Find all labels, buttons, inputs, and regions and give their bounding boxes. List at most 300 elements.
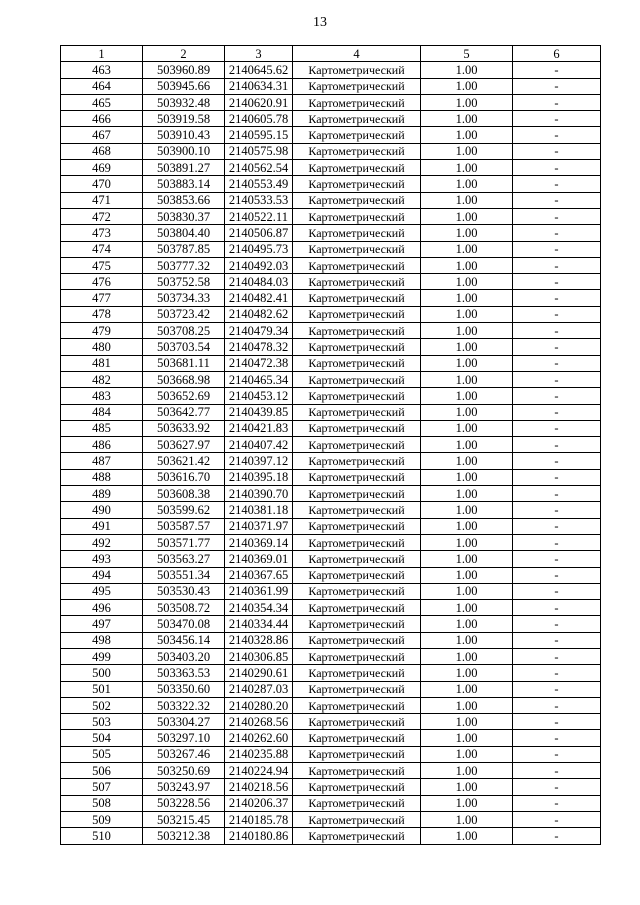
point-number-cell: 466 <box>61 111 143 127</box>
description-cell: - <box>513 192 601 208</box>
point-number-cell: 493 <box>61 551 143 567</box>
precision-cell: 1.00 <box>421 306 513 322</box>
point-number-cell: 476 <box>61 274 143 290</box>
y-coordinate-cell: 2140371.97 <box>225 518 293 534</box>
point-number-cell: 499 <box>61 648 143 664</box>
column-header-6: 6 <box>513 46 601 62</box>
y-coordinate-cell: 2140421.83 <box>225 420 293 436</box>
method-cell: Картометрический <box>293 420 421 436</box>
description-cell: - <box>513 518 601 534</box>
point-number-cell: 470 <box>61 176 143 192</box>
precision-cell: 1.00 <box>421 355 513 371</box>
description-cell: - <box>513 828 601 844</box>
method-cell: Картометрический <box>293 323 421 339</box>
table-row <box>61 192 601 208</box>
y-coordinate-cell: 2140381.18 <box>225 502 293 518</box>
description-cell: - <box>513 225 601 241</box>
column-header-2: 2 <box>143 46 225 62</box>
method-cell: Картометрический <box>293 388 421 404</box>
point-number-cell: 492 <box>61 534 143 550</box>
precision-cell: 1.00 <box>421 371 513 387</box>
y-coordinate-cell: 2140354.34 <box>225 600 293 616</box>
point-number-cell: 483 <box>61 388 143 404</box>
y-coordinate-cell: 2140645.62 <box>225 62 293 78</box>
y-coordinate-cell: 2140369.01 <box>225 551 293 567</box>
table-row <box>61 486 601 502</box>
column-header-1: 1 <box>61 46 143 62</box>
y-coordinate-cell: 2140472.38 <box>225 355 293 371</box>
y-coordinate-cell: 2140495.73 <box>225 241 293 257</box>
precision-cell: 1.00 <box>421 241 513 257</box>
precision-cell: 1.00 <box>421 208 513 224</box>
table-row <box>61 632 601 648</box>
column-header-5: 5 <box>421 46 513 62</box>
y-coordinate-cell: 2140453.12 <box>225 388 293 404</box>
precision-cell: 1.00 <box>421 404 513 420</box>
description-cell: - <box>513 94 601 110</box>
precision-cell: 1.00 <box>421 811 513 827</box>
precision-cell: 1.00 <box>421 257 513 273</box>
point-number-cell: 508 <box>61 795 143 811</box>
point-number-cell: 465 <box>61 94 143 110</box>
description-cell: - <box>513 388 601 404</box>
point-number-cell: 488 <box>61 469 143 485</box>
column-header-4: 4 <box>293 46 421 62</box>
x-coordinate-cell: 503599.62 <box>143 502 225 518</box>
description-cell: - <box>513 583 601 599</box>
table-row <box>61 518 601 534</box>
y-coordinate-cell: 2140533.53 <box>225 192 293 208</box>
method-cell: Картометрический <box>293 779 421 795</box>
precision-cell: 1.00 <box>421 730 513 746</box>
precision-cell: 1.00 <box>421 143 513 159</box>
description-cell: - <box>513 160 601 176</box>
y-coordinate-cell: 2140185.78 <box>225 811 293 827</box>
description-cell: - <box>513 323 601 339</box>
description-cell: - <box>513 274 601 290</box>
y-coordinate-cell: 2140605.78 <box>225 111 293 127</box>
x-coordinate-cell: 503752.58 <box>143 274 225 290</box>
page-number: 13 <box>313 15 327 30</box>
point-number-cell: 468 <box>61 143 143 159</box>
table-row <box>61 665 601 681</box>
point-number-cell: 467 <box>61 127 143 143</box>
method-cell: Картометрический <box>293 143 421 159</box>
description-cell: - <box>513 404 601 420</box>
description-cell: - <box>513 453 601 469</box>
y-coordinate-cell: 2140397.12 <box>225 453 293 469</box>
point-number-cell: 479 <box>61 323 143 339</box>
y-coordinate-cell: 2140206.37 <box>225 795 293 811</box>
table-row <box>61 290 601 306</box>
table-row <box>61 730 601 746</box>
method-cell: Картометрический <box>293 404 421 420</box>
y-coordinate-cell: 2140492.03 <box>225 257 293 273</box>
point-number-cell: 505 <box>61 746 143 762</box>
method-cell: Картометрический <box>293 697 421 713</box>
description-cell: - <box>513 486 601 502</box>
x-coordinate-cell: 503587.57 <box>143 518 225 534</box>
column-header-3: 3 <box>225 46 293 62</box>
precision-cell: 1.00 <box>421 469 513 485</box>
method-cell: Картометрический <box>293 78 421 94</box>
x-coordinate-cell: 503212.38 <box>143 828 225 844</box>
table-row <box>61 648 601 664</box>
x-coordinate-cell: 503571.77 <box>143 534 225 550</box>
method-cell: Картометрический <box>293 486 421 502</box>
method-cell: Картометрический <box>293 339 421 355</box>
x-coordinate-cell: 503652.69 <box>143 388 225 404</box>
method-cell: Картометрический <box>293 828 421 844</box>
point-number-cell: 484 <box>61 404 143 420</box>
method-cell: Картометрический <box>293 811 421 827</box>
precision-cell: 1.00 <box>421 127 513 143</box>
table-row <box>61 681 601 697</box>
x-coordinate-cell: 503723.42 <box>143 306 225 322</box>
y-coordinate-cell: 2140634.31 <box>225 78 293 94</box>
precision-cell: 1.00 <box>421 600 513 616</box>
precision-cell: 1.00 <box>421 437 513 453</box>
table-header <box>61 46 601 62</box>
description-cell: - <box>513 143 601 159</box>
y-coordinate-cell: 2140262.60 <box>225 730 293 746</box>
table-row <box>61 339 601 355</box>
precision-cell: 1.00 <box>421 779 513 795</box>
point-number-cell: 473 <box>61 225 143 241</box>
y-coordinate-cell: 2140268.56 <box>225 714 293 730</box>
precision-cell: 1.00 <box>421 648 513 664</box>
precision-cell: 1.00 <box>421 486 513 502</box>
x-coordinate-cell: 503804.40 <box>143 225 225 241</box>
table-row <box>61 746 601 762</box>
method-cell: Картометрический <box>293 437 421 453</box>
y-coordinate-cell: 2140479.34 <box>225 323 293 339</box>
method-cell: Картометрический <box>293 534 421 550</box>
method-cell: Картометрический <box>293 600 421 616</box>
method-cell: Картометрический <box>293 730 421 746</box>
description-cell: - <box>513 600 601 616</box>
method-cell: Картометрический <box>293 355 421 371</box>
x-coordinate-cell: 503853.66 <box>143 192 225 208</box>
precision-cell: 1.00 <box>421 697 513 713</box>
x-coordinate-cell: 503777.32 <box>143 257 225 273</box>
point-number-cell: 494 <box>61 567 143 583</box>
y-coordinate-cell: 2140465.34 <box>225 371 293 387</box>
x-coordinate-cell: 503530.43 <box>143 583 225 599</box>
method-cell: Картометрический <box>293 371 421 387</box>
precision-cell: 1.00 <box>421 388 513 404</box>
point-number-cell: 472 <box>61 208 143 224</box>
method-cell: Картометрический <box>293 763 421 779</box>
method-cell: Картометрический <box>293 681 421 697</box>
description-cell: - <box>513 697 601 713</box>
description-cell: - <box>513 730 601 746</box>
description-cell: - <box>513 648 601 664</box>
description-cell: - <box>513 257 601 273</box>
description-cell: - <box>513 127 601 143</box>
table-row <box>61 371 601 387</box>
y-coordinate-cell: 2140218.56 <box>225 779 293 795</box>
point-number-cell: 491 <box>61 518 143 534</box>
x-coordinate-cell: 503787.85 <box>143 241 225 257</box>
point-number-cell: 510 <box>61 828 143 844</box>
table-row <box>61 160 601 176</box>
point-number-cell: 507 <box>61 779 143 795</box>
method-cell: Картометрический <box>293 632 421 648</box>
method-cell: Картометрический <box>293 453 421 469</box>
x-coordinate-cell: 503228.56 <box>143 795 225 811</box>
y-coordinate-cell: 2140439.85 <box>225 404 293 420</box>
method-cell: Картометрический <box>293 241 421 257</box>
x-coordinate-cell: 503945.66 <box>143 78 225 94</box>
method-cell: Картометрический <box>293 257 421 273</box>
method-cell: Картометрический <box>293 160 421 176</box>
precision-cell: 1.00 <box>421 94 513 110</box>
description-cell: - <box>513 795 601 811</box>
point-number-cell: 506 <box>61 763 143 779</box>
method-cell: Картометрический <box>293 176 421 192</box>
x-coordinate-cell: 503681.11 <box>143 355 225 371</box>
precision-cell: 1.00 <box>421 290 513 306</box>
x-coordinate-cell: 503215.45 <box>143 811 225 827</box>
x-coordinate-cell: 503703.54 <box>143 339 225 355</box>
precision-cell: 1.00 <box>421 583 513 599</box>
description-cell: - <box>513 665 601 681</box>
precision-cell: 1.00 <box>421 534 513 550</box>
description-cell: - <box>513 420 601 436</box>
table-header-row <box>61 46 601 62</box>
method-cell: Картометрический <box>293 714 421 730</box>
description-cell: - <box>513 78 601 94</box>
point-number-cell: 496 <box>61 600 143 616</box>
x-coordinate-cell: 503919.58 <box>143 111 225 127</box>
x-coordinate-cell: 503910.43 <box>143 127 225 143</box>
precision-cell: 1.00 <box>421 453 513 469</box>
x-coordinate-cell: 503350.60 <box>143 681 225 697</box>
x-coordinate-cell: 503883.14 <box>143 176 225 192</box>
y-coordinate-cell: 2140334.44 <box>225 616 293 632</box>
x-coordinate-cell: 503960.89 <box>143 62 225 78</box>
point-number-cell: 495 <box>61 583 143 599</box>
table-row <box>61 241 601 257</box>
point-number-cell: 490 <box>61 502 143 518</box>
table-row <box>61 469 601 485</box>
method-cell: Картометрический <box>293 111 421 127</box>
point-number-cell: 469 <box>61 160 143 176</box>
precision-cell: 1.00 <box>421 323 513 339</box>
method-cell: Картометрический <box>293 469 421 485</box>
table-row <box>61 811 601 827</box>
y-coordinate-cell: 2140180.86 <box>225 828 293 844</box>
description-cell: - <box>513 616 601 632</box>
table-row <box>61 437 601 453</box>
description-cell: - <box>513 339 601 355</box>
x-coordinate-cell: 503616.70 <box>143 469 225 485</box>
table-row <box>61 420 601 436</box>
description-cell: - <box>513 306 601 322</box>
y-coordinate-cell: 2140484.03 <box>225 274 293 290</box>
y-coordinate-cell: 2140553.49 <box>225 176 293 192</box>
method-cell: Картометрический <box>293 616 421 632</box>
x-coordinate-cell: 503621.42 <box>143 453 225 469</box>
description-cell: - <box>513 469 601 485</box>
point-number-cell: 504 <box>61 730 143 746</box>
table-row <box>61 111 601 127</box>
description-cell: - <box>513 355 601 371</box>
y-coordinate-cell: 2140287.03 <box>225 681 293 697</box>
x-coordinate-cell: 503932.48 <box>143 94 225 110</box>
description-cell: - <box>513 779 601 795</box>
method-cell: Картометрический <box>293 583 421 599</box>
point-number-cell: 485 <box>61 420 143 436</box>
table-row <box>61 714 601 730</box>
method-cell: Картометрический <box>293 746 421 762</box>
description-cell: - <box>513 371 601 387</box>
point-number-cell: 487 <box>61 453 143 469</box>
table-row <box>61 567 601 583</box>
method-cell: Картометрический <box>293 274 421 290</box>
point-number-cell: 475 <box>61 257 143 273</box>
method-cell: Картометрический <box>293 127 421 143</box>
precision-cell: 1.00 <box>421 828 513 844</box>
precision-cell: 1.00 <box>421 176 513 192</box>
point-number-cell: 471 <box>61 192 143 208</box>
precision-cell: 1.00 <box>421 681 513 697</box>
precision-cell: 1.00 <box>421 795 513 811</box>
method-cell: Картометрический <box>293 551 421 567</box>
point-number-cell: 481 <box>61 355 143 371</box>
y-coordinate-cell: 2140224.94 <box>225 763 293 779</box>
y-coordinate-cell: 2140522.11 <box>225 208 293 224</box>
x-coordinate-cell: 503250.69 <box>143 763 225 779</box>
table-row <box>61 404 601 420</box>
description-cell: - <box>513 746 601 762</box>
method-cell: Картометрический <box>293 192 421 208</box>
precision-cell: 1.00 <box>421 502 513 518</box>
table-row <box>61 62 601 78</box>
table-row <box>61 583 601 599</box>
precision-cell: 1.00 <box>421 339 513 355</box>
y-coordinate-cell: 2140506.87 <box>225 225 293 241</box>
description-cell: - <box>513 502 601 518</box>
x-coordinate-cell: 503363.53 <box>143 665 225 681</box>
x-coordinate-cell: 503830.37 <box>143 208 225 224</box>
method-cell: Картометрический <box>293 795 421 811</box>
table-row <box>61 388 601 404</box>
precision-cell: 1.00 <box>421 714 513 730</box>
table-row <box>61 306 601 322</box>
precision-cell: 1.00 <box>421 551 513 567</box>
x-coordinate-cell: 503900.10 <box>143 143 225 159</box>
y-coordinate-cell: 2140328.86 <box>225 632 293 648</box>
description-cell: - <box>513 811 601 827</box>
method-cell: Картометрический <box>293 665 421 681</box>
method-cell: Картометрический <box>293 648 421 664</box>
point-number-cell: 502 <box>61 697 143 713</box>
point-number-cell: 480 <box>61 339 143 355</box>
precision-cell: 1.00 <box>421 567 513 583</box>
table-row <box>61 795 601 811</box>
table-row <box>61 143 601 159</box>
y-coordinate-cell: 2140235.88 <box>225 746 293 762</box>
point-number-cell: 503 <box>61 714 143 730</box>
description-cell: - <box>513 111 601 127</box>
table-row <box>61 779 601 795</box>
method-cell: Картометрический <box>293 208 421 224</box>
y-coordinate-cell: 2140367.65 <box>225 567 293 583</box>
description-cell: - <box>513 290 601 306</box>
description-cell: - <box>513 763 601 779</box>
point-number-cell: 478 <box>61 306 143 322</box>
point-number-cell: 497 <box>61 616 143 632</box>
x-coordinate-cell: 503563.27 <box>143 551 225 567</box>
description-cell: - <box>513 681 601 697</box>
table-row <box>61 453 601 469</box>
table-row <box>61 697 601 713</box>
x-coordinate-cell: 503668.98 <box>143 371 225 387</box>
point-number-cell: 498 <box>61 632 143 648</box>
precision-cell: 1.00 <box>421 78 513 94</box>
table-row <box>61 551 601 567</box>
method-cell: Картометрический <box>293 62 421 78</box>
table-row <box>61 225 601 241</box>
x-coordinate-cell: 503456.14 <box>143 632 225 648</box>
x-coordinate-cell: 503322.32 <box>143 697 225 713</box>
x-coordinate-cell: 503267.46 <box>143 746 225 762</box>
description-cell: - <box>513 437 601 453</box>
y-coordinate-cell: 2140575.98 <box>225 143 293 159</box>
description-cell: - <box>513 241 601 257</box>
point-number-cell: 464 <box>61 78 143 94</box>
y-coordinate-cell: 2140290.61 <box>225 665 293 681</box>
y-coordinate-cell: 2140306.85 <box>225 648 293 664</box>
table-row <box>61 176 601 192</box>
table-body <box>61 62 601 844</box>
y-coordinate-cell: 2140390.70 <box>225 486 293 502</box>
description-cell: - <box>513 567 601 583</box>
y-coordinate-cell: 2140562.54 <box>225 160 293 176</box>
precision-cell: 1.00 <box>421 62 513 78</box>
y-coordinate-cell: 2140478.32 <box>225 339 293 355</box>
y-coordinate-cell: 2140395.18 <box>225 469 293 485</box>
description-cell: - <box>513 551 601 567</box>
x-coordinate-cell: 503470.08 <box>143 616 225 632</box>
y-coordinate-cell: 2140369.14 <box>225 534 293 550</box>
precision-cell: 1.00 <box>421 225 513 241</box>
description-cell: - <box>513 534 601 550</box>
table-row <box>61 828 601 844</box>
precision-cell: 1.00 <box>421 632 513 648</box>
method-cell: Картометрический <box>293 225 421 241</box>
x-coordinate-cell: 503403.20 <box>143 648 225 664</box>
description-cell: - <box>513 62 601 78</box>
table-row <box>61 127 601 143</box>
table-row <box>61 616 601 632</box>
table-row <box>61 600 601 616</box>
point-number-cell: 482 <box>61 371 143 387</box>
description-cell: - <box>513 208 601 224</box>
x-coordinate-cell: 503508.72 <box>143 600 225 616</box>
description-cell: - <box>513 176 601 192</box>
method-cell: Картометрический <box>293 306 421 322</box>
precision-cell: 1.00 <box>421 665 513 681</box>
table-row <box>61 763 601 779</box>
precision-cell: 1.00 <box>421 192 513 208</box>
precision-cell: 1.00 <box>421 274 513 290</box>
table-row <box>61 208 601 224</box>
coordinates-table <box>60 45 601 845</box>
table-row <box>61 78 601 94</box>
